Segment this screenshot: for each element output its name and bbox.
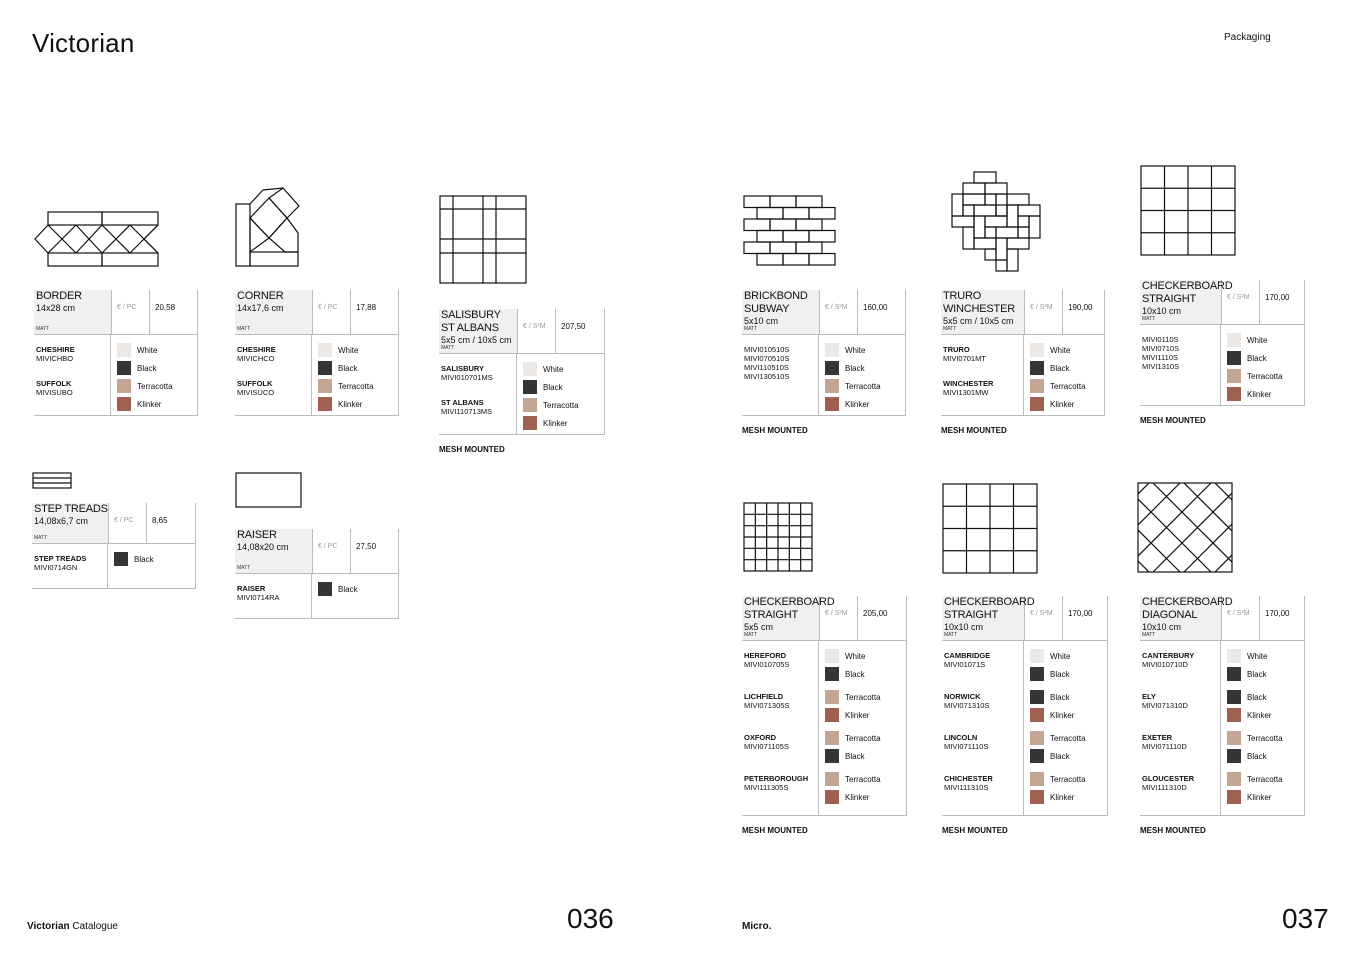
product-name: BORDER xyxy=(36,290,82,302)
mesh-mounted-label: MESH MOUNTED xyxy=(1140,826,1206,835)
swatch-chip xyxy=(1227,351,1241,365)
colour-swatch xyxy=(1030,377,1104,395)
swatch-chip xyxy=(825,772,839,786)
page-number-left: 036 xyxy=(567,903,614,934)
finish-label: MATT xyxy=(34,535,48,541)
product-code-row: CHESHIRE MIVICHCO xyxy=(237,345,276,363)
swatch-chip xyxy=(1227,690,1241,704)
finish-label: MATT xyxy=(943,326,957,332)
swatch-chip xyxy=(1030,343,1044,357)
product-codes xyxy=(941,335,1024,415)
colour-swatch xyxy=(1227,770,1304,788)
colour-swatches xyxy=(819,335,905,415)
product-size: 14,08x6,7 cm xyxy=(34,516,89,526)
corner-pattern-icon xyxy=(235,188,301,268)
swatch-label: Black xyxy=(1050,692,1070,702)
swatch-chip xyxy=(825,343,839,357)
finish-label: MATT xyxy=(36,326,50,332)
product-size: 5x5 cm / 10x5 cm xyxy=(441,335,512,345)
product-codes xyxy=(32,544,108,588)
product-size: 14x28 cm xyxy=(36,303,76,313)
swatch-label: White xyxy=(137,345,158,355)
price-unit: € / S²M xyxy=(518,309,556,353)
swatch-chip xyxy=(825,749,839,763)
price-unit: € / PC xyxy=(112,290,150,334)
product-code-row: OXFORD MIVI071105S xyxy=(744,733,789,751)
swatch-chip xyxy=(825,361,839,375)
price-unit: € / PC xyxy=(109,503,147,543)
product-name: CORNER xyxy=(237,290,284,302)
swatch-label: Klinker xyxy=(1050,710,1075,720)
finish-label: MATT xyxy=(744,326,758,332)
packaging-link[interactable]: Packaging xyxy=(1224,32,1271,43)
footer-section: Micro. xyxy=(742,921,772,932)
swatch-chip xyxy=(1030,397,1044,411)
swatch-chip xyxy=(825,790,839,804)
price-value: 160,00 xyxy=(863,303,888,312)
swatch-label: White xyxy=(845,345,866,355)
swatch-label: Terracotta xyxy=(137,381,173,391)
swatch-chip xyxy=(1030,667,1044,681)
swatch-label: Black xyxy=(134,554,154,564)
swatch-label: Terracotta xyxy=(543,400,579,410)
swatch-label: Black xyxy=(543,382,563,392)
colour-swatch xyxy=(1227,729,1304,747)
price-unit: € / S²M xyxy=(1222,596,1260,640)
price-value: 205,00 xyxy=(863,609,888,618)
colour-swatch xyxy=(825,647,906,665)
checkerboard-10-pattern-icon xyxy=(942,483,1040,575)
swatch-chip xyxy=(318,397,332,411)
colour-swatch xyxy=(1030,788,1107,806)
price-unit: € / S²M xyxy=(1222,280,1260,324)
colour-swatch xyxy=(1227,349,1304,367)
swatch-label: Black xyxy=(1247,692,1267,702)
product-size: 10x10 cm xyxy=(944,622,984,632)
swatch-chip xyxy=(825,379,839,393)
colour-swatch xyxy=(825,395,905,413)
colour-swatch xyxy=(117,395,197,413)
swatch-chip xyxy=(825,708,839,722)
colour-swatch xyxy=(825,377,905,395)
product-card-cb10 xyxy=(942,596,1108,835)
colour-swatch xyxy=(825,341,905,359)
colour-swatch xyxy=(825,729,906,747)
swatch-chip xyxy=(825,731,839,745)
product-name: RAISER xyxy=(237,529,277,541)
swatch-chip xyxy=(318,582,332,596)
colour-swatches xyxy=(819,641,906,815)
swatch-label: Black xyxy=(1247,751,1267,761)
colour-swatch xyxy=(825,688,906,706)
colour-swatches xyxy=(1024,335,1104,415)
product-name: CHECKERBOARD STRAIGHT xyxy=(1142,280,1233,305)
product-codes xyxy=(1140,641,1221,815)
product-code-row: PETERBOROUGH MIVI111305S xyxy=(744,774,809,792)
colour-swatch xyxy=(1227,788,1304,806)
swatch-chip xyxy=(1227,749,1241,763)
product-name: BRICKBOND SUBWAY xyxy=(744,290,808,315)
swatch-label: White xyxy=(845,651,866,661)
swatch-chip xyxy=(523,416,537,430)
product-code-row: EXETER MIVI071110D xyxy=(1142,733,1187,751)
checkerboard-diagonal-pattern-icon xyxy=(1137,482,1235,574)
colour-swatch xyxy=(318,359,398,377)
product-code-row: MIVI0710S xyxy=(1142,344,1180,353)
colour-swatch xyxy=(1227,331,1304,349)
colour-swatch xyxy=(523,414,604,432)
colour-swatch xyxy=(825,706,906,724)
colour-swatch xyxy=(523,360,604,378)
finish-label: MATT xyxy=(441,345,455,351)
swatch-label: Klinker xyxy=(845,792,870,802)
price-value: 8,65 xyxy=(152,516,168,525)
swatch-label: Klinker xyxy=(1050,399,1075,409)
swatch-label: Black xyxy=(1247,353,1267,363)
swatch-label: Black xyxy=(845,363,865,373)
checkerboard-5-pattern-icon xyxy=(743,502,815,574)
mesh-mounted-label: MESH MOUNTED xyxy=(439,445,505,454)
colour-swatches xyxy=(1024,641,1107,815)
mesh-mounted-label: MESH MOUNTED xyxy=(941,426,1007,435)
swatch-label: Klinker xyxy=(1247,389,1272,399)
swatch-label: Klinker xyxy=(845,710,870,720)
footer-catalogue: Victorian Catalogue xyxy=(27,921,118,932)
truro-pattern-icon xyxy=(951,171,1047,275)
product-card-salisbury xyxy=(439,309,605,454)
colour-swatch xyxy=(1227,665,1304,683)
colour-swatch xyxy=(1227,385,1304,403)
price-value: 170,00 xyxy=(1265,609,1290,618)
product-code-row: TRURO MIVI0701MT xyxy=(943,345,986,363)
mesh-mounted-label: MESH MOUNTED xyxy=(942,826,1008,835)
swatch-chip xyxy=(1227,667,1241,681)
product-codes xyxy=(439,354,517,434)
product-size: 10x10 cm xyxy=(1142,622,1182,632)
swatch-chip xyxy=(825,667,839,681)
swatch-label: Terracotta xyxy=(1050,733,1086,743)
product-code-row: ELY MIVI071310D xyxy=(1142,692,1188,710)
swatch-chip xyxy=(1030,379,1044,393)
swatch-chip xyxy=(117,379,131,393)
product-name: CHECKERBOARD DIAGONAL xyxy=(1142,596,1233,621)
swatch-label: Terracotta xyxy=(1247,774,1283,784)
swatch-label: Klinker xyxy=(1050,792,1075,802)
colour-swatch xyxy=(1227,706,1304,724)
checkerboard-10-top-pattern-icon xyxy=(1140,165,1238,257)
colour-swatch xyxy=(1030,341,1104,359)
swatch-label: Terracotta xyxy=(1050,381,1086,391)
border-pattern-icon xyxy=(34,211,162,267)
swatch-chip xyxy=(1030,361,1044,375)
price-unit: € / S²M xyxy=(1025,596,1063,640)
swatch-chip xyxy=(1030,749,1044,763)
swatch-chip xyxy=(114,552,128,566)
finish-label: MATT xyxy=(944,632,958,638)
price-value: 27,50 xyxy=(356,542,377,551)
swatch-chip xyxy=(1030,731,1044,745)
product-name: CHECKERBOARD STRAIGHT xyxy=(744,596,835,621)
finish-label: MATT xyxy=(237,565,251,571)
swatch-label: Klinker xyxy=(1247,710,1272,720)
swatch-label: Black xyxy=(137,363,157,373)
steptreads-pattern-icon xyxy=(32,472,74,490)
price-unit: € / PC xyxy=(313,290,351,334)
swatch-chip xyxy=(1030,649,1044,663)
colour-swatch xyxy=(1030,770,1107,788)
swatch-chip xyxy=(825,649,839,663)
price-unit: € / PC xyxy=(313,529,351,573)
price-value: 20,58 xyxy=(155,303,176,312)
swatch-label: Terracotta xyxy=(845,774,881,784)
swatch-label: Klinker xyxy=(1247,792,1272,802)
mesh-mounted-label: MESH MOUNTED xyxy=(742,426,808,435)
product-card-border xyxy=(34,290,198,416)
swatch-chip xyxy=(1227,790,1241,804)
swatch-chip xyxy=(825,397,839,411)
finish-label: MATT xyxy=(237,326,251,332)
product-code-row: HEREFORD MIVI010705S xyxy=(744,651,790,669)
product-card-steptreads xyxy=(32,503,196,589)
colour-swatches xyxy=(312,574,398,618)
colour-swatches xyxy=(1221,641,1304,815)
colour-swatch xyxy=(117,359,197,377)
swatch-label: White xyxy=(543,364,564,374)
swatch-label: Klinker xyxy=(543,418,568,428)
colour-swatch xyxy=(117,377,197,395)
product-code-row: WINCHESTER MIVI1301MW xyxy=(943,379,994,397)
product-name: CHECKERBOARD STRAIGHT xyxy=(944,596,1035,621)
swatch-label: Black xyxy=(845,669,865,679)
swatch-label: Black xyxy=(338,363,358,373)
product-name: STEP TREADS xyxy=(34,503,108,515)
swatch-chip xyxy=(117,397,131,411)
swatch-chip xyxy=(318,343,332,357)
product-code-row: MIVI0110S xyxy=(1142,335,1179,344)
product-code-row: CHICHESTER MIVI111310S xyxy=(944,774,993,792)
price-value: 207,50 xyxy=(561,322,586,331)
raiser-pattern-icon xyxy=(235,472,303,510)
product-code-row: CHESHIRE MIVICHBO xyxy=(36,345,75,363)
mesh-mounted-label: MESH MOUNTED xyxy=(742,826,808,835)
product-code-row: SUFFOLK MIVISUBO xyxy=(36,379,73,397)
product-codes xyxy=(34,335,111,415)
colour-swatch xyxy=(318,395,398,413)
product-code-row: SALISBURY MIVI010701MS xyxy=(441,364,493,382)
colour-swatch xyxy=(1030,747,1107,765)
price-value: 170,00 xyxy=(1068,609,1093,618)
product-size: 14x17,6 cm xyxy=(237,303,284,313)
swatch-label: Black xyxy=(845,751,865,761)
swatch-chip xyxy=(318,379,332,393)
product-name: TRURO WINCHESTER xyxy=(943,290,1015,315)
colour-swatch xyxy=(825,359,905,377)
swatch-chip xyxy=(318,361,332,375)
product-code-row: RAISER MIVI0714RA xyxy=(237,584,280,602)
swatch-chip xyxy=(1227,333,1241,347)
colour-swatch xyxy=(318,377,398,395)
product-code-row: LINCOLN MIVI071110S xyxy=(944,733,989,751)
product-name: SALISBURY ST ALBANS xyxy=(441,309,501,334)
swatch-label: Terracotta xyxy=(1050,774,1086,784)
product-size: 10x10 cm xyxy=(1142,306,1182,316)
swatch-label: White xyxy=(338,345,359,355)
product-code-row: CAMBRIDGE MIVI01071S xyxy=(944,651,991,669)
swatch-label: Klinker xyxy=(137,399,162,409)
swatch-chip xyxy=(1227,649,1241,663)
colour-swatch xyxy=(1227,688,1304,706)
swatch-label: Black xyxy=(1050,363,1070,373)
colour-swatch xyxy=(318,341,398,359)
swatch-label: Klinker xyxy=(338,399,363,409)
product-code-row: STEP TREADS MIVI0714GN xyxy=(34,554,87,572)
colour-swatch xyxy=(1030,359,1104,377)
swatch-label: Black xyxy=(338,584,358,594)
colour-swatches xyxy=(517,354,604,434)
product-card-raiser xyxy=(235,529,399,619)
product-code-row: MIVI130510S xyxy=(744,372,790,381)
product-codes xyxy=(1140,325,1221,405)
product-card-brickbond xyxy=(742,290,906,435)
colour-swatch xyxy=(1030,729,1107,747)
colour-swatch xyxy=(1030,395,1104,413)
product-codes xyxy=(942,641,1024,815)
colour-swatch xyxy=(825,747,906,765)
product-codes xyxy=(742,335,819,415)
product-card-truro xyxy=(941,290,1105,435)
swatch-label: Terracotta xyxy=(845,381,881,391)
swatch-label: Terracotta xyxy=(1247,733,1283,743)
product-code-row: GLOUCESTER MIVI111310D xyxy=(1142,774,1195,792)
swatch-label: Black xyxy=(1050,751,1070,761)
swatch-chip xyxy=(1227,387,1241,401)
swatch-chip xyxy=(117,343,131,357)
swatch-label: Black xyxy=(1247,669,1267,679)
price-unit: € / S²M xyxy=(820,596,858,640)
swatch-chip xyxy=(1030,790,1044,804)
product-code-row: MIVI1110S xyxy=(1142,353,1178,362)
finish-label: MATT xyxy=(744,632,758,638)
product-codes xyxy=(742,641,819,815)
colour-swatches xyxy=(108,544,195,588)
product-size: 14,08x20 cm xyxy=(237,542,289,552)
product-code-row: MIVI010510S xyxy=(744,345,790,354)
product-size: 5x5 cm / 10x5 cm xyxy=(943,316,1014,326)
colour-swatches xyxy=(312,335,398,415)
swatch-chip xyxy=(1030,690,1044,704)
product-code-row: CANTERBURY MIVI010710D xyxy=(1142,651,1195,669)
swatch-label: White xyxy=(1050,651,1071,661)
swatch-label: Black xyxy=(1050,669,1070,679)
product-card-cbdiag xyxy=(1140,596,1305,835)
swatch-label: White xyxy=(1247,335,1268,345)
swatch-chip xyxy=(117,361,131,375)
product-code-row: NORWICK MIVI071310S xyxy=(944,692,990,710)
page-title: Victorian xyxy=(32,28,135,58)
swatch-label: Terracotta xyxy=(845,733,881,743)
product-size: 5x5 cm xyxy=(744,622,774,632)
product-code-row: LICHFIELD MIVI071305S xyxy=(744,692,790,710)
product-code-row: MIVI1310S xyxy=(1142,362,1180,371)
product-size: 5x10 cm xyxy=(744,316,779,326)
swatch-label: Terracotta xyxy=(845,692,881,702)
swatch-chip xyxy=(523,398,537,412)
product-codes xyxy=(235,335,312,415)
product-code-row: MIVI110510S xyxy=(744,363,789,372)
price-unit: € / S²M xyxy=(820,290,858,334)
colour-swatch xyxy=(1227,647,1304,665)
colour-swatches xyxy=(1221,325,1304,405)
colour-swatch xyxy=(1030,665,1107,683)
page-number-right: 037 xyxy=(1282,903,1329,934)
swatch-chip xyxy=(523,380,537,394)
swatch-label: Klinker xyxy=(845,399,870,409)
brickbond-pattern-icon xyxy=(743,195,827,265)
product-code-row: SUFFOLK MIVISUCO xyxy=(237,379,275,397)
colour-swatch xyxy=(114,550,195,568)
swatch-chip xyxy=(1030,772,1044,786)
price-unit: € / S²M xyxy=(1025,290,1063,334)
swatch-chip xyxy=(1227,772,1241,786)
finish-label: MATT xyxy=(1142,632,1156,638)
colour-swatch xyxy=(825,770,906,788)
colour-swatch xyxy=(1030,688,1107,706)
finish-label: MATT xyxy=(1142,316,1156,322)
colour-swatch xyxy=(523,378,604,396)
swatch-chip xyxy=(1227,369,1241,383)
swatch-label: Terracotta xyxy=(1247,371,1283,381)
colour-swatch xyxy=(318,580,398,598)
swatch-label: White xyxy=(1050,345,1071,355)
product-card-cb10top xyxy=(1140,280,1305,425)
colour-swatch xyxy=(1030,706,1107,724)
swatch-chip xyxy=(1030,708,1044,722)
colour-swatch xyxy=(1227,747,1304,765)
product-code-row: MIVI070510S xyxy=(744,354,790,363)
colour-swatch xyxy=(825,665,906,683)
colour-swatch xyxy=(1227,367,1304,385)
colour-swatch xyxy=(523,396,604,414)
swatch-chip xyxy=(825,690,839,704)
product-codes xyxy=(235,574,312,618)
price-value: 190,00 xyxy=(1068,303,1093,312)
swatch-chip xyxy=(1227,731,1241,745)
product-code-row: ST ALBANS MIVI110713MS xyxy=(441,398,493,416)
colour-swatch xyxy=(825,788,906,806)
swatch-chip xyxy=(523,362,537,376)
salisbury-pattern-icon xyxy=(439,195,529,285)
colour-swatch xyxy=(1030,647,1107,665)
swatch-chip xyxy=(1227,708,1241,722)
product-card-corner xyxy=(235,290,399,416)
price-value: 17,88 xyxy=(356,303,377,312)
swatch-label: White xyxy=(1247,651,1268,661)
price-value: 170,00 xyxy=(1265,293,1290,302)
colour-swatches xyxy=(111,335,197,415)
mesh-mounted-label: MESH MOUNTED xyxy=(1140,416,1206,425)
colour-swatch xyxy=(117,341,197,359)
product-card-cb5 xyxy=(742,596,907,835)
swatch-label: Terracotta xyxy=(338,381,374,391)
